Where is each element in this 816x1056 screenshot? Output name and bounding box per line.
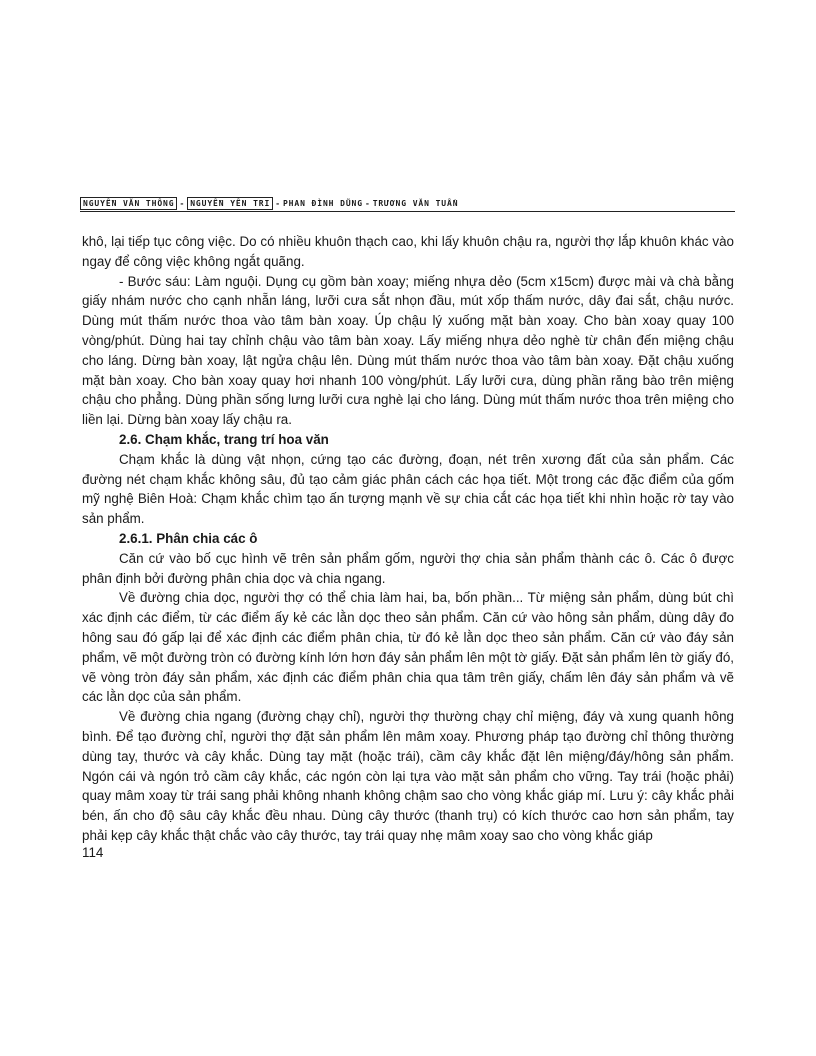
header-rule [80, 211, 735, 212]
subsection-heading: 2.6.1. Phân chia các ô [119, 530, 258, 546]
paragraph: khô, lại tiếp tục công việc. Do có nhiều khuôn thạch cao, khi lấy khuôn chậu ra, người thợ lắp khuôn khác vào ngay để công việc không ngắt quãng. [82, 234, 734, 269]
running-header [80, 197, 735, 211]
header-separator: - [364, 199, 371, 208]
header-author-1: NGUYỄN VĂN THÔNG [80, 197, 177, 210]
paragraph: Căn cứ vào bố cục hình vẽ trên sản phẩm gốm, người thợ chia sản phẩm thành các ô. Các ô được phân định bởi đường phân chia dọc và chia ngang. [82, 550, 734, 586]
header-separator: - [179, 199, 186, 208]
header-author-4: TRƯƠNG VĂN TUẤN [372, 199, 459, 208]
paragraph: Về đường chia ngang (đường chạy chỉ), người thợ thường chạy chỉ miệng, đáy và xung quanh hông bình. Để tạo đường chỉ, người thợ đặt sản phẩm lên mâm xoay. Phương pháp tạo đường chỉ thông thường dùng tay, thước và cây khắc. Dùng tay mặt (hoặc trái), cầm cây khắc đặt lên miệng/đáy/hông sản phẩm. Ngón cái và ngón trỏ cầm cây khắc, các ngón còn lại tựa vào mặt sản phẩm cho vững. Tay trái (hoặc phải) quay mâm xoay từ trái sang phải không nhanh không chậm sao cho vòng khắc giáp mí. Lưu ý: cây khắc phải bén, ấn cho độ sâu cây khắc đều nhau. Dùng cây thước (thanh trụ) có kích thước cao hơn sản phẩm, tay phải kẹp cây khắc thật chắc vào cây thước, tay trái quay nhẹ mâm xoay sao cho vòng khắc giáp [82, 709, 734, 843]
section-heading: 2.6. Chạm khắc, trang trí hoa văn [119, 431, 329, 447]
header-author-2: NGUYỄN YÊN TRI [187, 197, 273, 210]
page-number: 114 [82, 845, 104, 860]
paragraph: Về đường chia dọc, người thợ có thể chia làm hai, ba, bốn phần... Từ miệng sản phẩm, dùng bút chì xác định các điểm, từ các điểm ấy kẻ các lằn dọc theo sản phẩm. Căn cứ vào hông sản phẩm, dùng dây đo hông sau đó gấp lại để xác định các điểm phân chia, từ đó kẻ lằn dọc theo sản phẩm. Căn cứ vào đáy sản phẩm, vẽ một đường tròn có đường kính lớn hơn đáy sản phẩm lên một tờ giấy. Đặt sản phẩm lên tờ giấy đó, vẽ vòng tròn đáy sản phẩm, xác định các điểm phân chia qua tâm trên giấy, chấm lên đáy sản phẩm và vẽ các lằn dọc của sản phẩm. [82, 590, 734, 705]
paragraph: Chạm khắc là dùng vật nhọn, cứng tạo các đường, đoạn, nét trên xương đất của sản phẩm. Các đường nét chạm khắc không sâu, đủ tạo cảm giác phân cách các họa tiết. Một trong các đặc điểm của gốm mỹ nghệ Biên Hoà: Chạm khắc chìm tạo ấn tượng mạnh về sự chia cắt các họa tiết khi nhìn hoặc rờ tay vào sản phẩm. [82, 451, 734, 527]
body-text [82, 232, 734, 846]
header-author-3: PHAN ĐÌNH DŨNG [282, 199, 363, 208]
paragraph: - Bước sáu: Làm nguội. Dụng cụ gồm bàn xoay; miếng nhựa dẻo (5cm x15cm) được mài và chà bằng giấy nhám nước cho cạnh nhẵn láng, lưỡi cưa sắt nhọn đầu, mút xốp thấm nước, dây đai sắt, chậu nước. Dùng mút thấm nước thoa vào tâm bàn xoay. Úp chậu lý xuống mặt bàn xoay. Cho bàn xoay quay 100 vòng/phút. Dùng hai tay chỉnh chậu vào tâm bàn xoay. Lấy miếng nhựa dẻo nghè từ chân đến miệng chậu cho láng. Dừng bàn xoay, lật ngửa chậu lên. Dùng mút thấm nước thoa vào tâm bàn xoay. Đặt chậu xuống mặt bàn xoay. Cho bàn xoay quay hơi nhanh 100 vòng/phút. Lấy lưỡi cưa, dùng phần răng bào trên miệng chậu cho phẳng. Dùng phần sống lưng lưỡi cưa nghè lại cho láng. Dùng mút thấm nước thoa trên miệng cho liền lại. Dừng bàn xoay lấy chậu ra. [82, 273, 734, 428]
header-separator: - [275, 199, 281, 208]
